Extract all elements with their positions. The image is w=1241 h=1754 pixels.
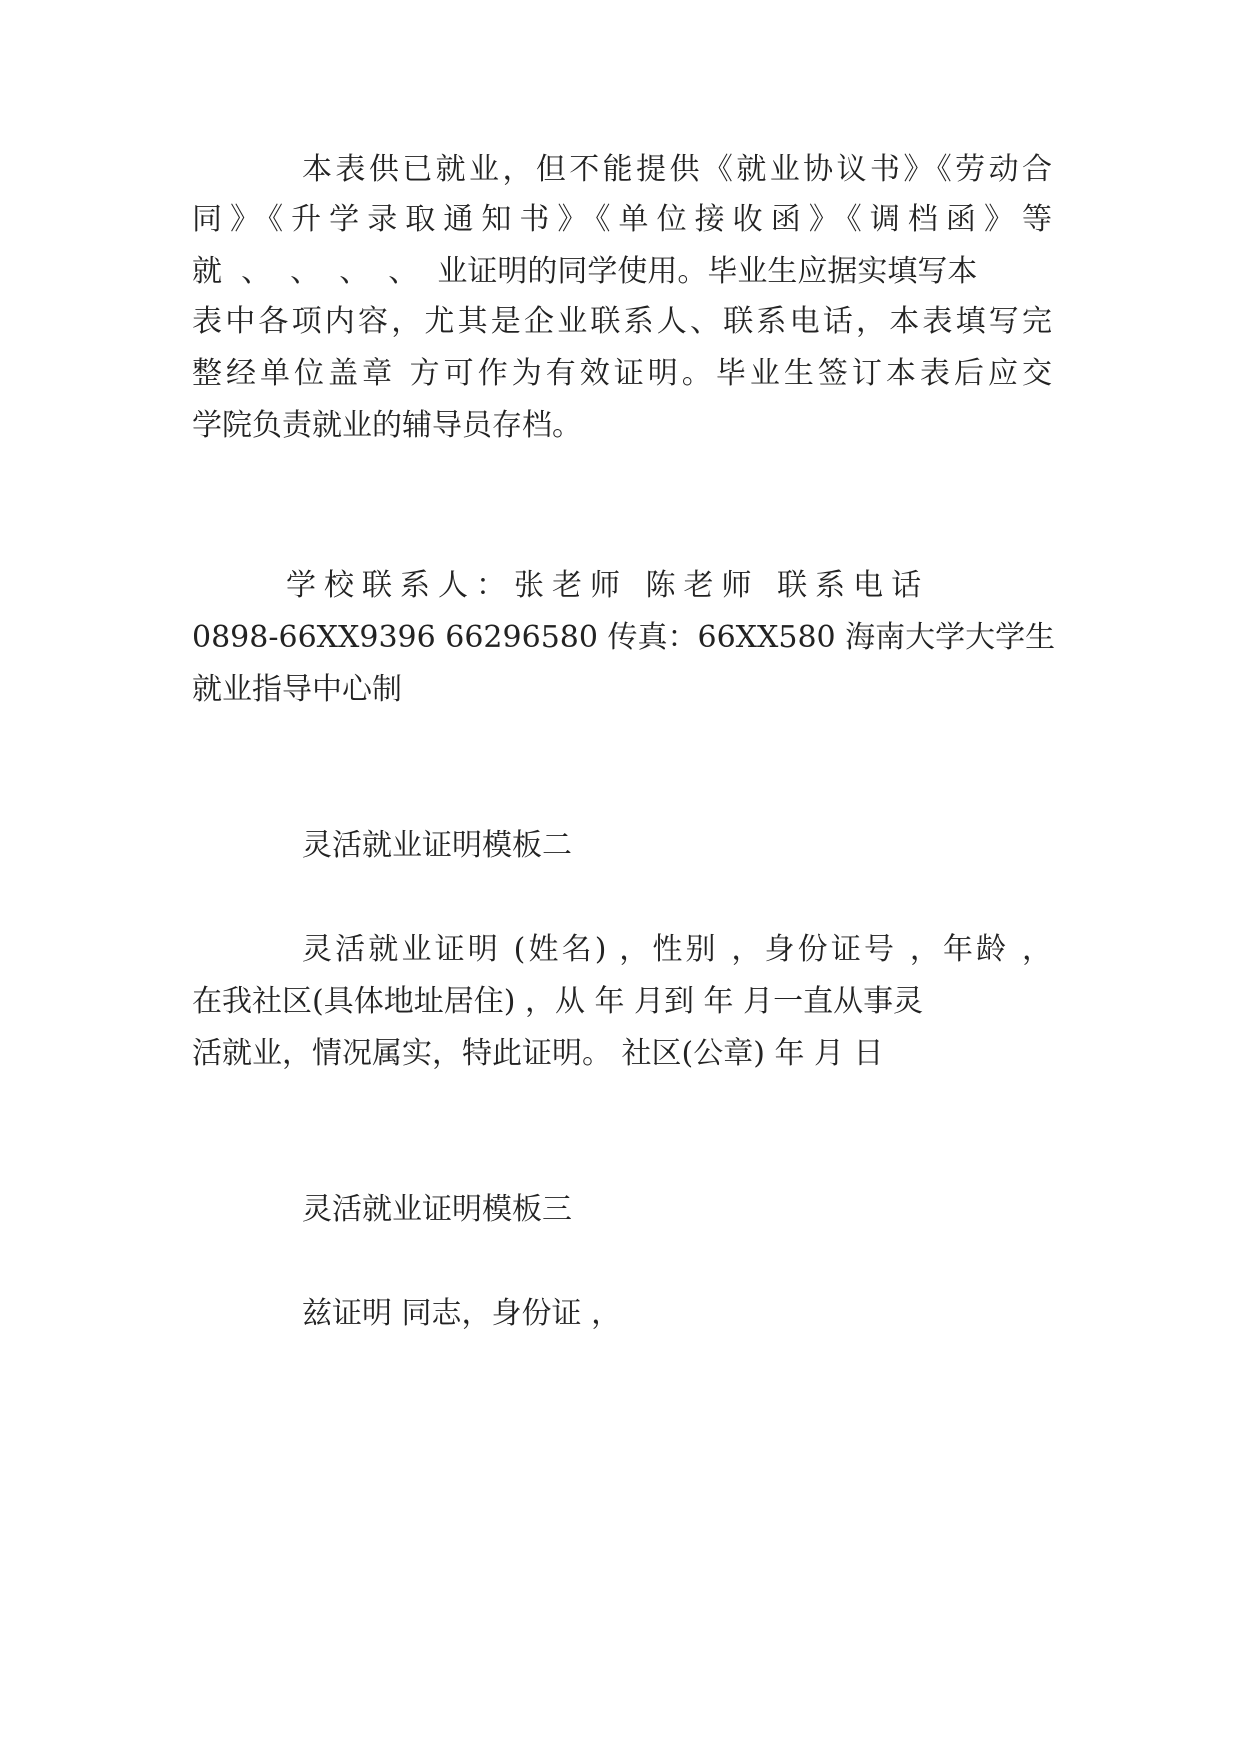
paragraph-line: 整经单位盖章 方可作为有效证明。毕业生签订本表后应交 xyxy=(192,356,1052,391)
paragraph-line: 灵活就业证明 (姓名) ，性别 ，身份证号 ，年龄 ， xyxy=(302,932,1052,967)
section-heading: 灵活就业证明模板二 xyxy=(302,828,572,863)
section-heading: 灵活就业证明模板三 xyxy=(302,1192,572,1227)
contact-line: 0898-66XX9396 66296580 传真：66XX580 海南大学大学生 xyxy=(192,620,1056,655)
paragraph-line: 表中各项内容，尤其是企业联系人、联系电话，本表填写完 xyxy=(192,304,1052,339)
paragraph-line: 本表供已就业，但不能提供《就业协议书》《劳动合 xyxy=(302,152,1052,187)
paragraph-line: 同》《升学录取通知书》《单位接收函》《调档函》等 xyxy=(192,202,1052,237)
contact-line: 学校联系人：张老师 陈老师 联系电话 xyxy=(286,568,930,603)
paragraph-line: 在我社区(具体地址居住) ，从 年 月到 年 月一直从事灵 xyxy=(192,984,924,1019)
paragraph-line: 就 、 、 、 、 业证明的同学使用。毕业生应据实填写本 xyxy=(192,254,978,289)
paragraph-line: 活就业，情况属实，特此证明。 社区(公章) 年 月 日 xyxy=(192,1036,884,1071)
paragraph-line: 学院负责就业的辅导员存档。 xyxy=(192,408,582,443)
paragraph-line: 兹证明 同志，身份证 ， xyxy=(302,1296,622,1331)
contact-line: 就业指导中心制 xyxy=(192,672,402,707)
